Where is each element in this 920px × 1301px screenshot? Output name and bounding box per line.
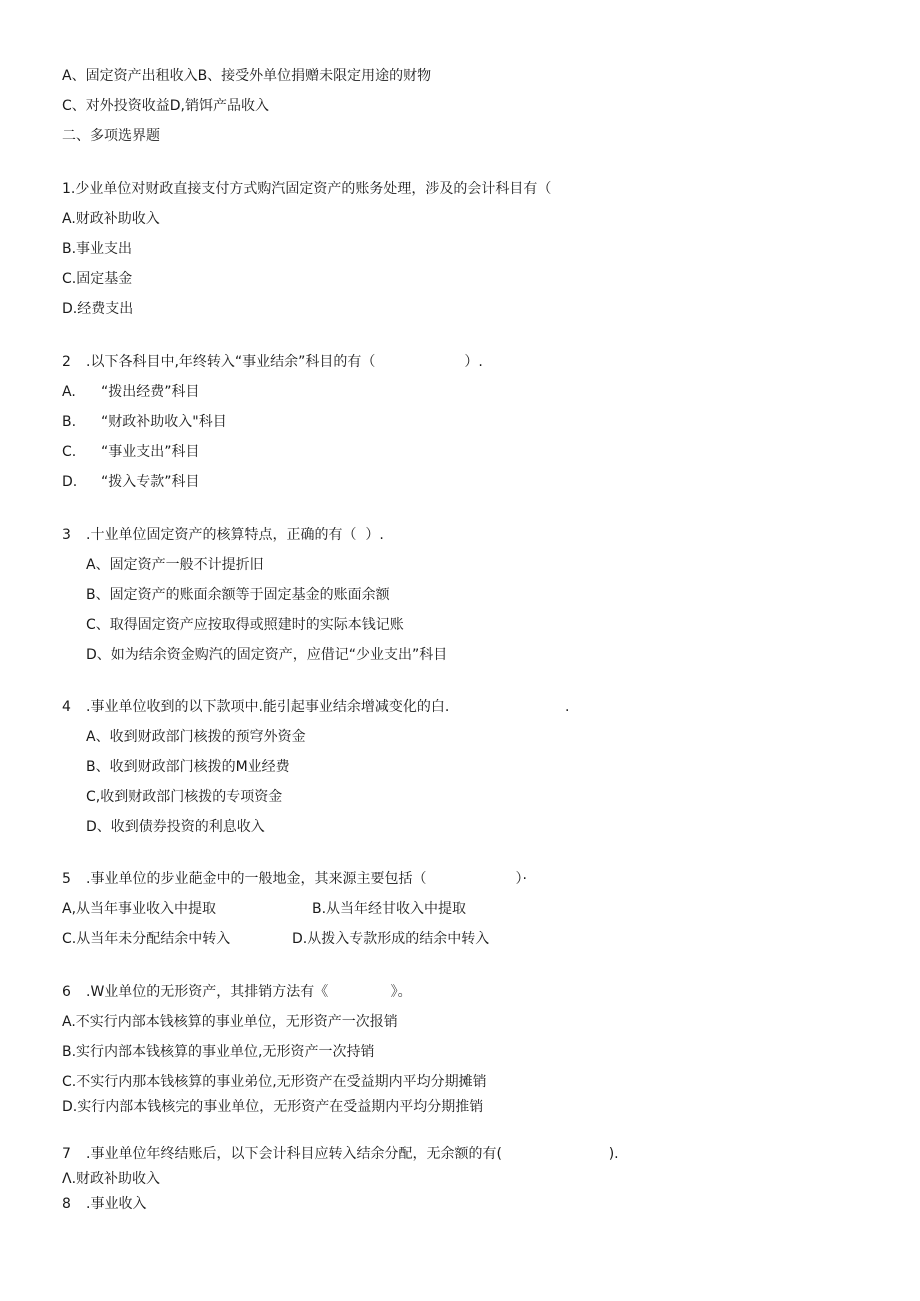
- option-b: B、固定资产的账面余额等于固定基金的账面余额: [86, 587, 390, 603]
- question-6: .W业单位的无形资产，其排销方法有《 》。: [86, 984, 412, 1000]
- option-a: A.财政补助收入: [62, 211, 160, 227]
- option-a: A,从当年事业收入中提取: [62, 901, 217, 917]
- question-7: .事业单位年终结账后，以下会计科目应转入结余分配，无余额的有( ).: [86, 1146, 619, 1162]
- option-a: A、固定资产一般不计提折旧: [86, 557, 264, 573]
- option-b: B.实行内部本钱核算的事业单位,无形资产一次持销: [62, 1044, 375, 1060]
- option-line: A、固定资产出租收入B、接受外单位捐赠未限定用途的财物: [62, 68, 432, 84]
- option-a: “拨出经费”科目: [101, 384, 200, 400]
- question-3: .十业单位固定资产的核算特点，正确的有（ ）.: [86, 527, 384, 543]
- option-d: D、收到债券投资的利息收入: [86, 819, 265, 835]
- question-number: 6: [62, 984, 71, 1000]
- question-number: 5: [62, 871, 71, 887]
- option-letter: B.: [62, 414, 77, 430]
- option-c: C.从当年未分配结余中转入: [62, 931, 231, 947]
- question-number: 7: [62, 1146, 71, 1162]
- option-b: B.事业支出: [62, 241, 133, 257]
- question-number: 3: [62, 527, 71, 543]
- option-d: “拨入专款”科目: [101, 474, 200, 490]
- option-d: D.实行内部本钱核完的事业单位，无形资产在受益期内平均分期推销: [62, 1099, 484, 1115]
- question-2: .以下各科目中,年终转入“事业结余”科目的有（ ）.: [86, 354, 483, 370]
- section-heading: 二、多项选界题: [62, 128, 160, 144]
- option-letter: A.: [62, 384, 76, 400]
- option-b: B.从当年经甘收入中提取: [312, 901, 467, 917]
- question-8: .事业收入: [86, 1196, 147, 1212]
- option-c: C.固定基金: [62, 271, 133, 287]
- option-c: C,收到财政部门核拨的专项资金: [86, 789, 283, 805]
- option-c: C、取得固定资产应按取得或照建时的实际本钱记账: [86, 617, 404, 633]
- option-d: D.经费支出: [62, 301, 134, 317]
- question-1: 1.少业单位对财政直接支付方式购汽固定资产的账务处理，涉及的会计科目有（: [62, 181, 552, 197]
- question-number: 8: [62, 1196, 71, 1212]
- option-a: Λ.财政补助收入: [62, 1171, 161, 1187]
- option-line: C、对外投资收益D,销饵产品收入: [62, 98, 270, 114]
- option-c: “事业支出”科目: [101, 444, 200, 460]
- option-c: C.不实行内那本钱核算的事业弟位,无形资产在受益期内平均分期摊销: [62, 1074, 487, 1090]
- question-4: .事业单位收到的以下款项中.能引起事业结余增减变化的白. .: [86, 699, 570, 715]
- option-b: “财政补助收入"科目: [101, 414, 227, 430]
- question-number: 4: [62, 699, 71, 715]
- question-number: 2: [62, 354, 71, 370]
- option-d: D、如为结余资金购汽的固定资产，应借记“少业支出”科目: [86, 647, 448, 663]
- option-a: A.不实行内部本钱核算的事业单位，无形资产一次报销: [62, 1014, 398, 1030]
- option-letter: D.: [62, 474, 78, 490]
- option-d: D.从拨入专款形成的结余中转入: [292, 931, 490, 947]
- option-letter: C.: [62, 444, 77, 460]
- question-5: .事业单位的步业葩金中的一般地金，其来源主要包括（ ）·: [86, 871, 527, 887]
- option-a: A、收到财政部门核拨的预穹外资金: [86, 729, 306, 745]
- option-b: B、收到财政部门核拨的M业经费: [86, 759, 290, 775]
